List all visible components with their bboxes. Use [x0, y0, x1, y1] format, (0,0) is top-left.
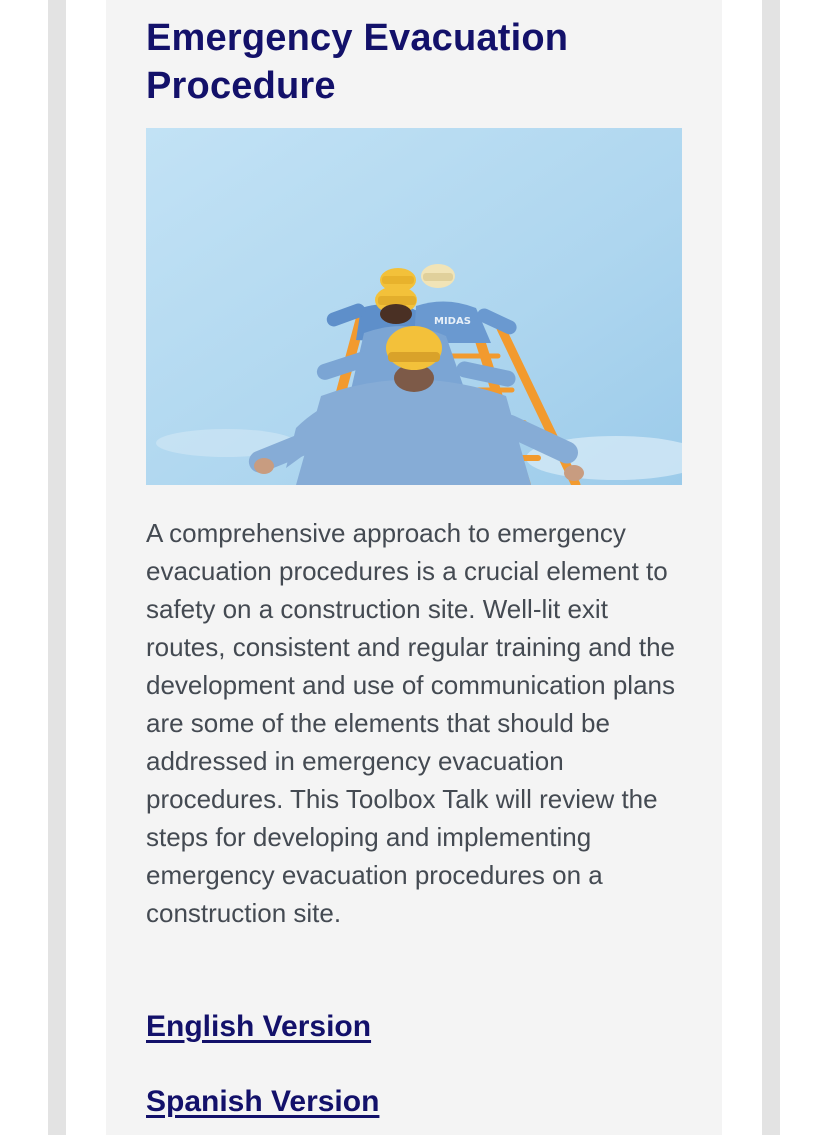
hero-image: [146, 128, 682, 485]
english-version-link[interactable]: English Version: [146, 1010, 372, 1043]
article-title: Emergency Evacuation Procedure: [146, 17, 569, 107]
article-description: A comprehensive approach to emergency evacuation procedures is a crucial element to safety on a construction site. Well-lit exit routes, consistent and regular training and the development and use of communication plans are some of the elements that should be addressed in emergency evacuation procedures. This Toolbox Talk will review the steps for developing and implementing emergency evacuation procedures on a construction site.: [146, 518, 676, 928]
article-content: [146, 0, 682, 1118]
svg-text:MIDAS: MIDAS: [434, 316, 471, 327]
spanish-version-link[interactable]: Spanish Version: [146, 1085, 380, 1118]
